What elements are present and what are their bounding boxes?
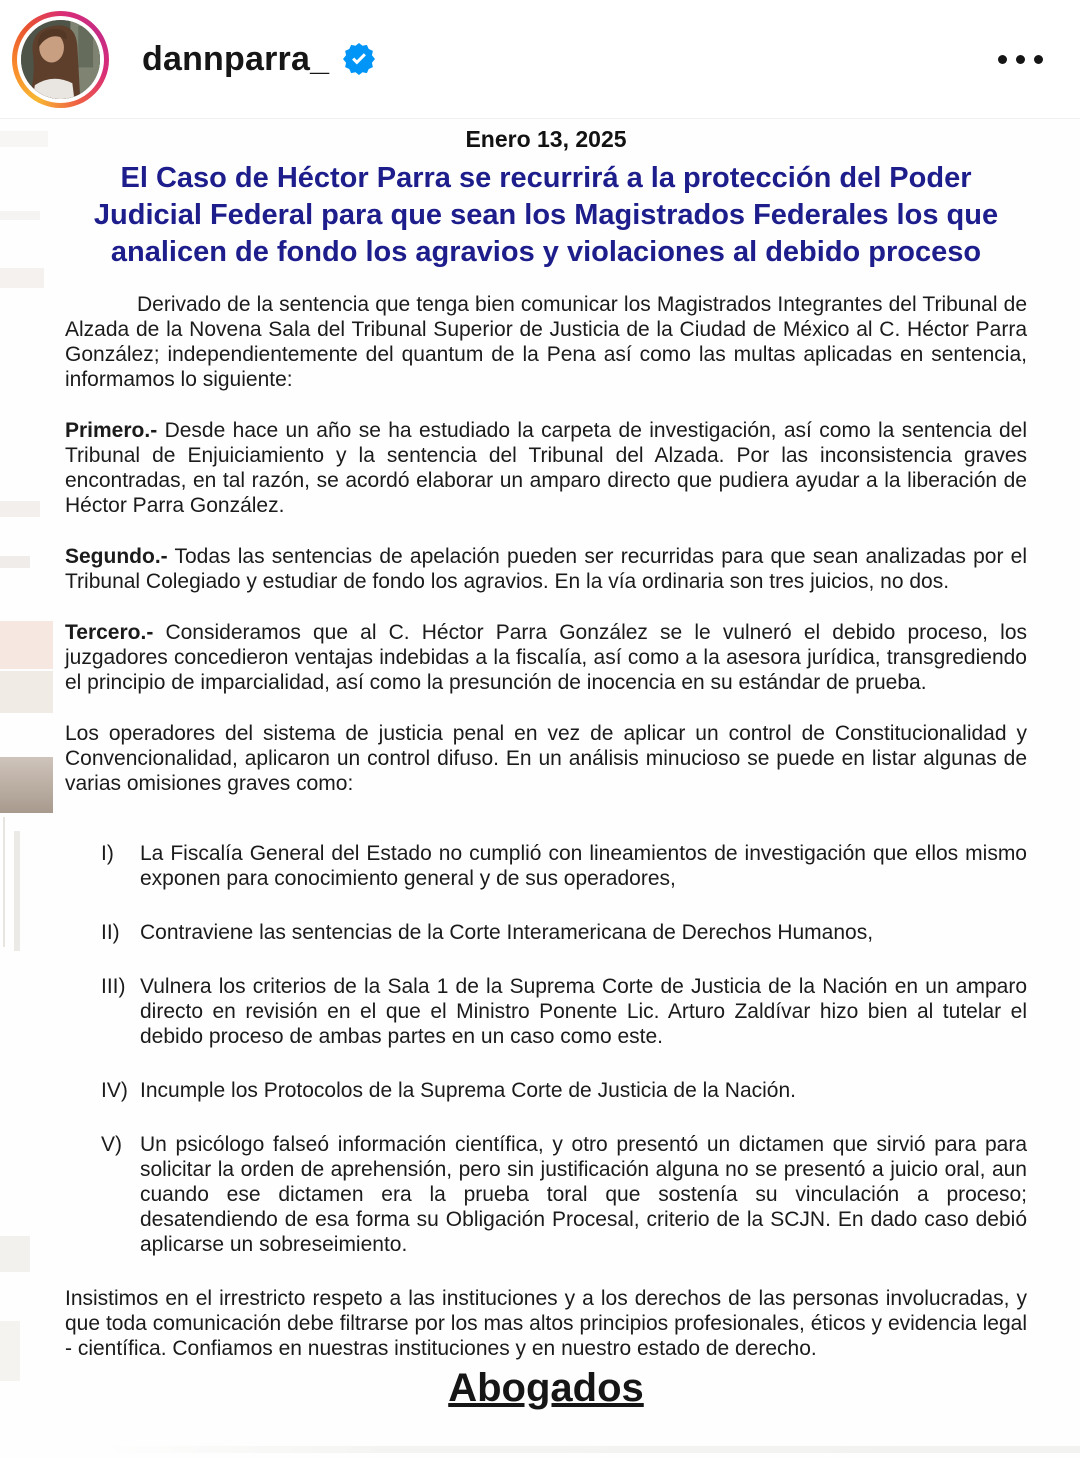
list-item <box>65 920 1027 945</box>
avatar-gap <box>17 16 104 103</box>
section-segundo-lead: Segundo.- <box>65 545 168 568</box>
section-tercero <box>65 620 1027 695</box>
list-item-text: Contraviene las sentencias de la Corte Interamericana de Derechos Humanos, <box>140 921 874 944</box>
observations-list <box>65 841 1027 1257</box>
avatar[interactable] <box>21 20 100 99</box>
list-item-marker: II) <box>101 921 120 944</box>
list-item-text: Incumple los Protocolos de la Suprema Corte de Justicia de la Nación. <box>140 1079 797 1102</box>
list-item-marker: V) <box>101 1133 122 1156</box>
list-item <box>65 1132 1027 1257</box>
section-segundo <box>65 544 1027 594</box>
observations-intro: Los operadores del sistema de justicia penal en vez de aplicar un control de Constitucionalidad y Convencionalidad, aplicaron un control difuso. En un análisis minucioso se puede en listar algunas de varias omisiones graves como: <box>65 722 1027 795</box>
section-primero-text: Desde hace un año se ha estudiado la carpeta de investigación, así como la sentencia del Tribunal de Enjuiciamiento y la sentencia del Tribunal del Alzada. Por las inconsistencia graves encontradas, en tal razón, se acordó elaborar un amparo directo que pudiera ayudar a la liberación de Héctor Parra González. <box>65 419 1027 517</box>
intro-paragraph: Derivado de la sentencia que tenga bien comunicar los Magistrados Integrantes del Tribunal de Alzada de la Novena Sala del Tribunal Superior de Justicia de la Ciudad de México al C. Héctor Parra González; independientemente del quantum de la Pena así como las multas aplicadas en sentencia, informamos lo siguiente: <box>65 293 1027 391</box>
list-item-text: Vulnera los criterios de la Sala 1 de la Suprema Corte de Justicia de la Nación en un amparo directo en revisión en el que el Ministro Ponente Lic. Arturo Zaldívar hizo bien al tutelar el debido proceso de ambas partes en un caso como este. <box>140 975 1027 1048</box>
section-primero-lead: Primero.- <box>65 419 158 442</box>
legal-document <box>0 119 1080 1411</box>
story-ring[interactable] <box>12 11 109 108</box>
post-image[interactable] <box>0 118 1080 1457</box>
list-item-marker: IV) <box>101 1079 128 1102</box>
section-primero <box>65 418 1027 518</box>
post-header <box>0 0 1080 118</box>
list-item <box>65 974 1027 1049</box>
closing-paragraph: Insistimos en el irrestricto respeto a las instituciones y a los derechos de las personas involucradas, y que toda comunicación debe filtrarse por los mas altos principios profesionales, éticos y evidencia legal - científica. Confiamos en nuestras instituciones y en nuestro estado de derecho. <box>65 1287 1027 1360</box>
document-date: Enero 13, 2025 <box>465 126 627 152</box>
more-options-dot <box>998 55 1007 64</box>
username[interactable]: dannparra_ <box>142 39 330 78</box>
section-segundo-text: Todas las sentencias de apelación pueden ser recurridas para que sean analizadas por el Tribunal Colegiado y estudiar de fondo los agravios. En la vía ordinaria son tres juicios, no dos. <box>65 545 1027 593</box>
document-bottom-edge <box>95 1446 1080 1453</box>
document-title: El Caso de Héctor Parra se recurrirá a la protección del Poder Judicial Federal para que sean los Magistrados Federales los que analicen de fondo los agravios y violaciones al debido proceso <box>93 162 999 268</box>
list-item-marker: I) <box>101 842 114 865</box>
section-tercero-lead: Tercero.- <box>65 621 154 644</box>
more-options-button[interactable] <box>998 55 1043 64</box>
more-options-dot <box>1034 55 1043 64</box>
list-item-text: Un psicólogo falseó información científica, y otro presentó un dictamen que sirvió para para solicitar la orden de aprehensión, pero sin justificación alguna no se presentó a juicio oral, aun cuando ese dictamen era la prueba toral que sostenía su vinculación a proceso; desatendiendo de esa forma su Obligación Procesal, criterio de la SCJN. En dado caso debió aplicarse un sobreseimiento. <box>140 1133 1027 1256</box>
document-signature: Abogados <box>448 1366 644 1410</box>
more-options-dot <box>1016 55 1025 64</box>
list-item <box>65 841 1027 891</box>
verified-badge-icon <box>343 43 375 75</box>
list-item <box>65 1078 1027 1103</box>
list-item-text: La Fiscalía General del Estado no cumplió con lineamientos de investigación que ellos mismo exponen para conocimiento general y de sus operadores, <box>140 842 1027 890</box>
section-tercero-text: Consideramos que al C. Héctor Parra González se le vulneró el debido proceso, los juzgadores concedieron ventajas indebidas a la fiscalía, así como a la asesora jurídica, transgrediendo el principio de imparcialidad, así como la presunción de inocencia en su estándar de prueba. <box>65 621 1027 694</box>
avatar-portrait-illustration <box>21 20 100 99</box>
list-item-marker: III) <box>101 975 126 998</box>
